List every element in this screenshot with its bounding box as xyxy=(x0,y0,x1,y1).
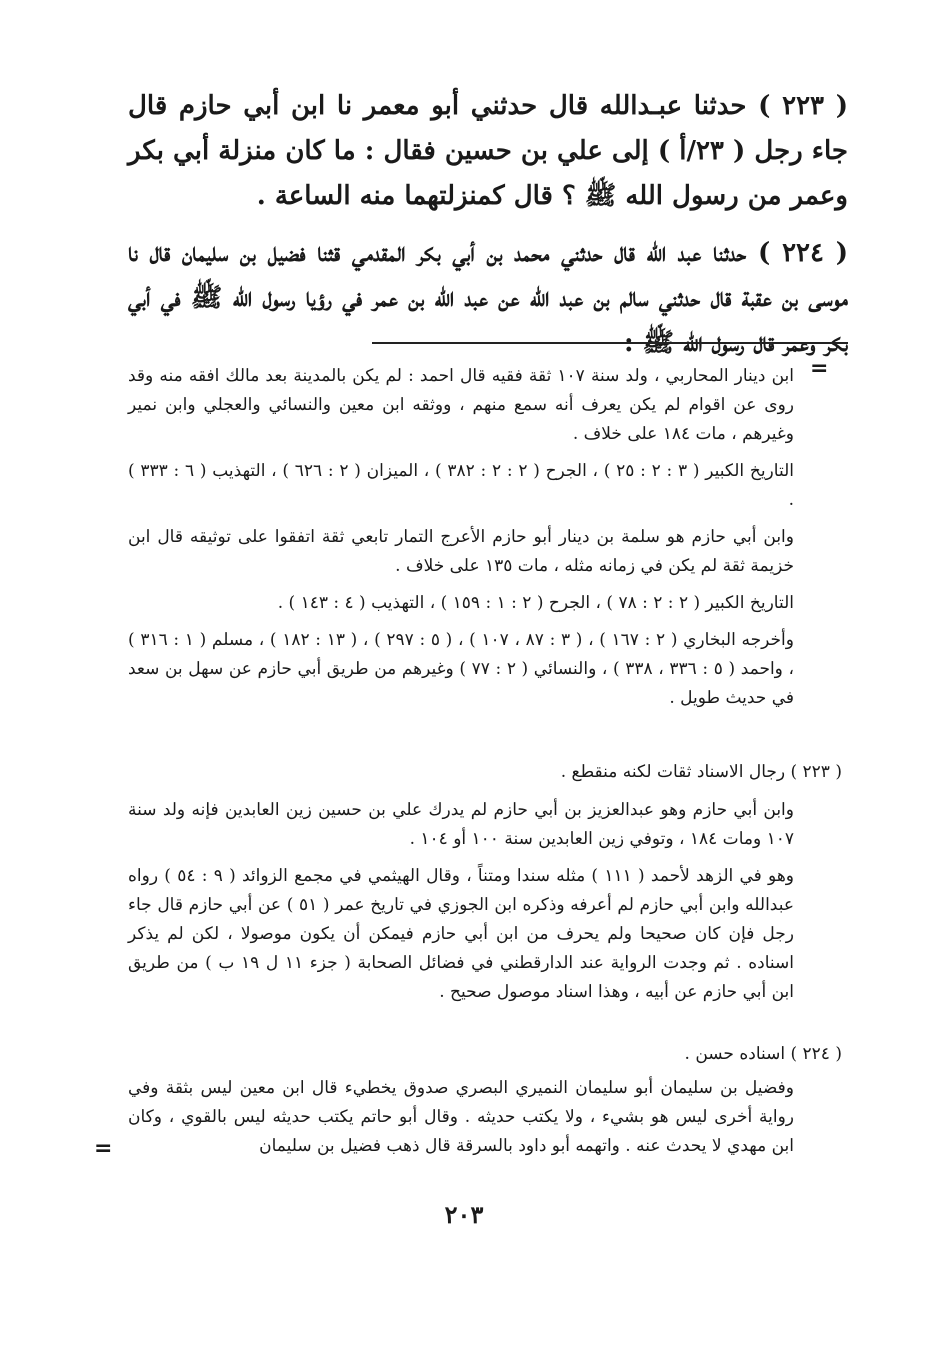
footnote-block-1 xyxy=(128,362,794,721)
footnote-paragraph: التاريخ الكبير ( ٢ : ٢ : ٧٨ ) ، الجرح ( ٢ : ١ : ١٥٩ ) ، التهذيب ( ٤ : ١٤٣ ) . xyxy=(277,593,794,613)
footnote-paragraph: التاريخ الكبير ( ٣ : ٢ : ٢٥ ) ، الجرح ( ٢ : ٢ : ٣٨٢ ) ، الميزان ( ٢ : ٦٢٦ ) ، التهذيب ( ٦ : ٣٣٣ ) . xyxy=(128,461,794,510)
footnote-paragraph: وفضيل بن سليمان أبو سليمان النميري البصري صدوق يخطيء قال ابن معين ليس بثقة وفي رواية أخرى ليس هو بشيء ، ولا يكتب حديثه . وقال أبو حاتم يكتب حديثه ليس بالقوي ، وكان ابن مهدي لا يحدث عنه . واتهمه أبو داود بالسرقة قال ذهب فضيل بن سليمان xyxy=(128,1078,794,1156)
footnote-paragraph: وهو في الزهد لأحمد ( ١١١ ) مثله سندا ومتناً ، وقال الهيثمي في مجمع الزوائد ( ٩ : ٥٤ ) رواه عبدالله وابن أبي حازم لم أعرفه وذكره ابن الجوزي في تاريخ عمر ( ٥١ ) عن أبي حازم قال جاء رجل فإن كان صحيحا ولم يحرف من ابن أبي حازم فيمكن أن يكون موصولا ، لكن لم يذكر اسناده . ثم وجدت الرواية عند الدارقطني في فضائل الصحابة ( جزء ١١ ل ١٩ ب ) من طريق ابن أبي حازم عن أبيه ، وهذا اسناد موصول صحيح . xyxy=(128,866,795,1002)
continuation-mark-bottom: = xyxy=(94,1136,113,1161)
footnote-paragraph: وابن أبي حازم وهو عبدالعزيز بن أبي حازم لم يدرك علي بن حسين زين العابدين فإنه ولد سنة ١٠٧ ومات ١٨٤ ، وتوفي زين العابدين سنة ١٠٠ أو ١٠٤ . xyxy=(128,800,794,849)
footnote-paragraph: وأخرجه البخاري ( ٢ : ١٦٧ ) ، ( ٣ : ٨٧ ، ١٠٧ ) ، ( ٥ : ٢٩٧ ) ، ( ١٣ : ١٨٢ ) ، مسلم ( ١ : ٣١٦ ) ، واحمد ( ٥ : ٣٣٦ ، ٣٣٨ ) ، والنسائي ( ٢ : ٧٧ ) وغيرهم من طريق أبي حازم عن سهل بن سعد في حديث طويل . xyxy=(128,630,794,708)
footnote-block-2 xyxy=(128,796,794,1015)
footnote-paragraph: وابن أبي حازم هو سلمة بن دينار أبو حازم الأعرج التمار تابعي ثقة اتفقوا على توثيقه قال ابن خزيمة ثقة لم يكن في زمانه مثله ، مات ١٣٥ على خلاف . xyxy=(128,527,794,576)
page-number: ٢٠٣ xyxy=(444,1200,484,1229)
footnote-separator xyxy=(372,342,848,344)
footnote-block-3 xyxy=(128,1074,794,1169)
hadith-223: ( ٢٢٣ ) حدثنا عبـدالله قال حدثني أبو معمر نا ابن أبي حازم قال جاء رجل ( ٢٣/أ ) إلى علي بن حسين فقال : ما كان منزلة أبي بكر وعمر من رسول الله ﷺ ؟ قال كمنزلتهما منه الساعة . xyxy=(128,91,849,211)
hadith-224: ( ٢٢٤ ) حدثنا عبد الله قال حدثني محمد بن أبي بكر المقدمي قثنا فضيل بن سليمان قال نا موسى بن عقبة قال حدثني سالم بن عبد الله عن عبد الله بن عمر في رؤيا رسول الله ﷺ في أبي بكر وعمر قال رسول الله ﷺ : xyxy=(128,238,848,358)
footnote-paragraph: ابن دينار المحاربي ، ولد سنة ١٠٧ ثقة فقيه قال احمد : لم يكن بالمدينة بعد مالك افقه منه وقد روى عن اقوام لم يكن يعرف أنه سمع منهم ، ووثقه ابن معين والنسائي والعجلي وابن نمير وغيرهم ، مات ١٨٤ على خلاف . xyxy=(128,366,794,444)
footnote-223-label: ( ٢٢٣ ) رجال الاسناد ثقات لكنه منقطع . xyxy=(560,762,842,782)
continuation-mark-top: = xyxy=(810,356,829,381)
main-text xyxy=(128,84,848,378)
footnote-224-label: ( ٢٢٤ ) اسناده حسن . xyxy=(684,1044,842,1064)
